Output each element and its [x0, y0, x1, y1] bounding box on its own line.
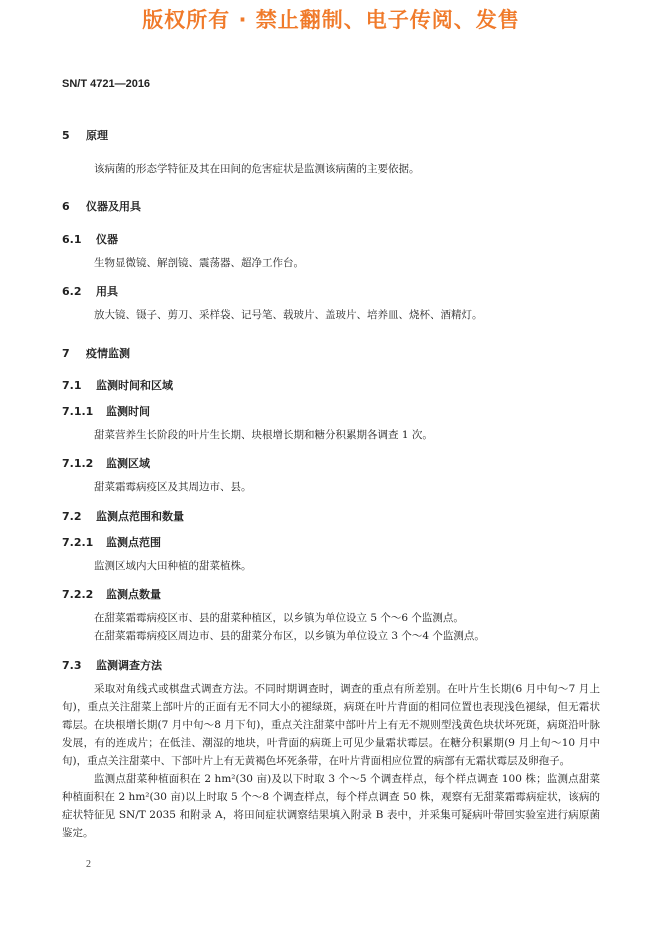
section-title: 监测点数量 [106, 588, 161, 601]
section-title: 用具 [96, 285, 118, 298]
section-number: 7.1.1 [62, 405, 94, 418]
section-title: 监测时间和区域 [96, 379, 173, 392]
section-7-1-heading [62, 377, 173, 393]
section-number: 7.1 [62, 379, 82, 392]
section-6-2-text [62, 306, 600, 324]
paragraph: 监测区域内大田种植的甜菜植株。 [94, 560, 252, 572]
page-number: 2 [86, 859, 91, 870]
section-number: 6.1 [62, 233, 82, 246]
section-number: 7.1.2 [62, 457, 94, 470]
section-number: 7 [62, 347, 70, 360]
section-7-heading [62, 345, 130, 361]
section-number: 7.2.1 [62, 536, 94, 549]
section-number: 6 [62, 200, 70, 213]
paragraph: 甜菜营养生长阶段的叶片生长期、块根增长期和糖分积累期各调查 1 次。 [94, 429, 433, 441]
section-5-text [62, 160, 600, 178]
section-7-1-1-heading [62, 403, 150, 419]
section-6-2-heading [62, 283, 118, 299]
paragraph: 甜菜霜霉病疫区及其周边市、县。 [94, 481, 252, 493]
section-6-1-text [62, 254, 600, 272]
section-title: 仪器及用具 [86, 200, 141, 213]
section-title: 监测时间 [106, 405, 150, 418]
section-5-heading [62, 127, 108, 143]
section-title: 疫情监测 [86, 347, 130, 360]
section-7-1-2-heading [62, 455, 150, 471]
section-title: 监测区域 [106, 457, 150, 470]
section-7-2-2-text [62, 609, 600, 645]
section-7-1-1-text [62, 426, 600, 444]
section-title: 监测调查方法 [96, 659, 162, 672]
section-title: 监测点范围和数量 [96, 510, 184, 523]
section-title: 仪器 [96, 233, 118, 246]
section-number: 5 [62, 129, 70, 142]
section-7-2-heading [62, 508, 184, 524]
section-7-3-heading [62, 657, 162, 673]
section-7-2-1-heading [62, 534, 161, 550]
section-7-2-1-text [62, 557, 600, 575]
copyright-watermark: 版权所有 · 禁止翻制、电子传阅、发售 [142, 8, 520, 32]
section-7-2-2-heading [62, 586, 161, 602]
paragraph: 在甜菜霜霉病疫区周边市、县的甜菜分布区，以乡镇为单位设立 3 个～4 个监测点。 [94, 630, 485, 642]
paragraph: 在甜菜霜霉病疫区市、县的甜菜种植区，以乡镇为单位设立 5 个～6 个监测点。 [94, 612, 464, 624]
paragraph: 采取对角线式或棋盘式调查方法。不同时期调查时，调查的重点有所差别。在叶片生长期(6 月中旬～7 月上旬)，重点关注甜菜上部叶片的正面有无不同大小的褪绿斑，病斑在叶片背面的相同位置也表现浅色褪绿，但无霜状霉层。在块根增长期(7 月中旬～8 月下旬)，重点关注甜菜中部叶片上有无不规则型浅黄色块状坏死斑，病斑沿叶脉发展，有的连成片；在低洼、潮湿的地块，叶背面的病斑上可见少量霜状霉层。在糖分积累期(9 月上旬～10 月中旬)，重点关注甜菜中、下部叶片上有无黄褐色坏死条带，在叶片背面相应位置的病部有无霜状霉层及卵孢子。 [62, 683, 600, 767]
section-number: 7.3 [62, 659, 82, 672]
paragraph: 生物显微镜、解剖镜、震荡器、超净工作台。 [94, 257, 304, 269]
section-number: 7.2 [62, 510, 82, 523]
section-number: 6.2 [62, 285, 82, 298]
paragraph: 监测点甜菜种植面积在 2 hm²(30 亩)及以下时取 3 个～5 个调查样点，每个样点调查 100 株；监测点甜菜种植面积在 2 hm²(30 亩)以上时取 5 个～8 个调查样点，每个样点调查 50 株，观察有无甜菜霜霉病症状，该病的症状特征见 SN/T 2035 和附录 A，将田间症状调察结果填入附录 B 表中，并采集可疑病叶带回实验室进行病原菌鉴定。 [62, 773, 600, 839]
paragraph: 该病菌的形态学特征及其在田间的危害症状是监测该病菌的主要依据。 [94, 163, 420, 175]
section-title: 监测点范围 [106, 536, 161, 549]
standard-code: SN/T 4721—2016 [62, 78, 151, 90]
section-number: 7.2.2 [62, 588, 94, 601]
section-6-heading [62, 198, 141, 214]
paragraph: 放大镜、镊子、剪刀、采样袋、记号笔、载玻片、盖玻片、培养皿、烧杯、酒精灯。 [94, 309, 483, 321]
section-7-3-text [62, 680, 600, 842]
section-6-1-heading [62, 231, 118, 247]
section-7-1-2-text [62, 478, 600, 496]
section-title: 原理 [86, 129, 108, 142]
